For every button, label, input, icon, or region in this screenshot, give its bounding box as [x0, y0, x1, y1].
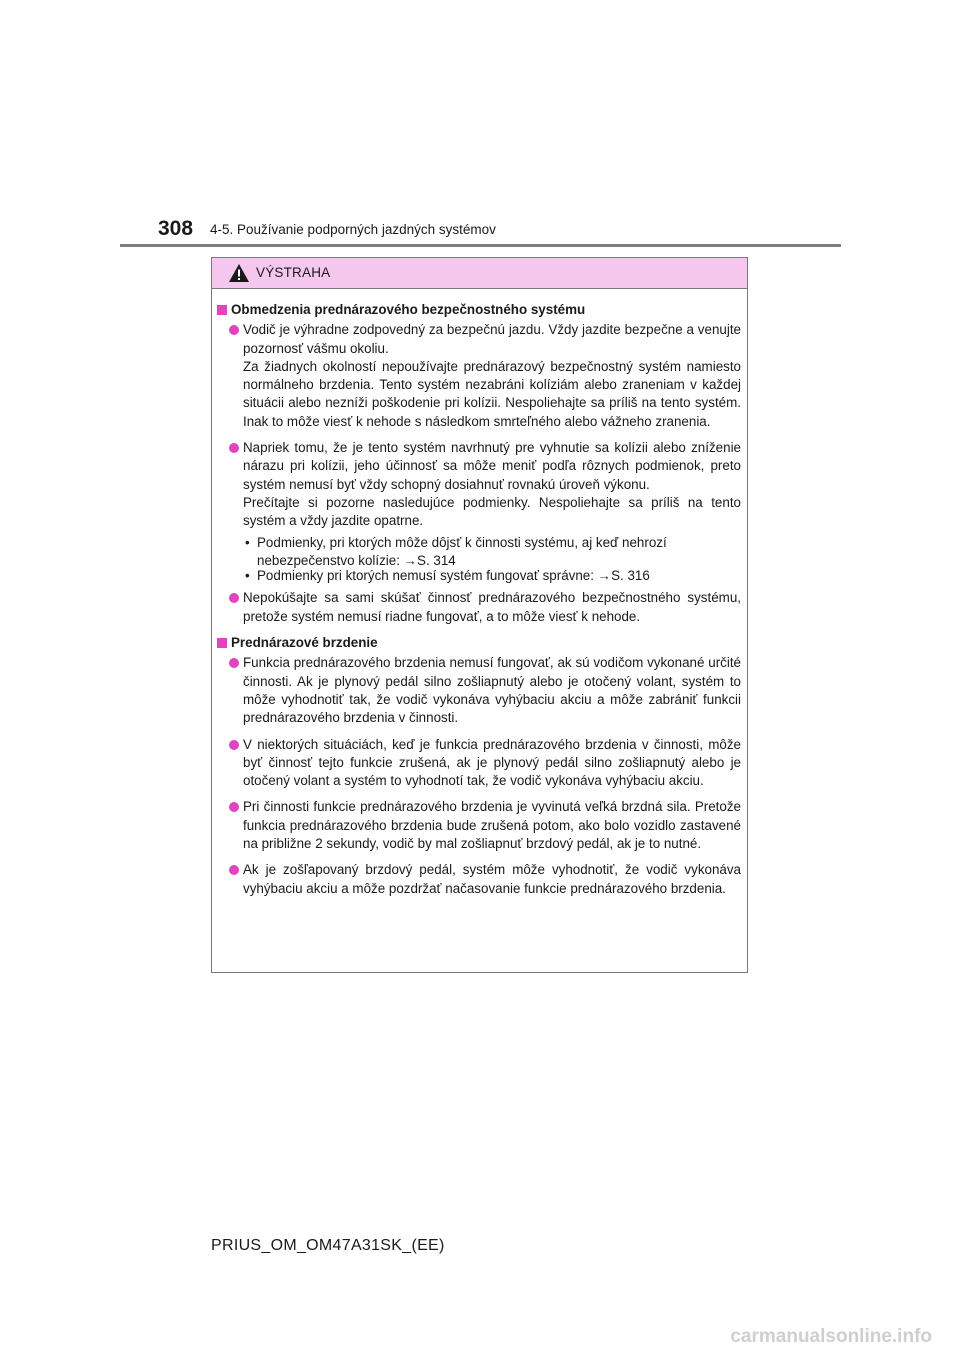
bullet-dot-icon [229, 443, 239, 453]
item-paragraph: Funkcia prednárazového brzdenia nemusí fungovať, ak sú vodičom vykonané určité činnosti. Ak je plynový pedál silno zošliapnutý alebo je otočený volant, systém to môže vyhodnotiť tak, že vodič vykonáva vyhýbaciu akciu a môže zabrániť funkcii prednárazového brzdenia v činnosti. [243, 655, 741, 726]
sub-bullet-item [217, 567, 741, 585]
bullet-point-icon: • [245, 568, 250, 584]
bullet-dot-icon [229, 802, 239, 812]
bullet-dot-icon [229, 865, 239, 875]
bullet-dot-icon [229, 658, 239, 668]
section-title: 4-5. Používanie podporných jazdných systémov [210, 222, 496, 237]
sub-bullet-list [217, 534, 741, 586]
warning-triangle-icon [228, 263, 250, 283]
bullet-point-icon: • [245, 534, 250, 550]
sub-bullet-item [217, 534, 741, 571]
item-paragraph: Napriek tomu, že je tento systém navrhnutý pre vyhnutie sa kolízii alebo zníženie nárazu pri kolízii, jeho účinnosť sa môže meniť podľa rôznych podmienok, preto systém nemusí byť vždy schopný dosiahnuť rovnakú úroveň výkonu. [243, 440, 741, 492]
warning-item [217, 861, 741, 898]
warning-item [217, 798, 741, 853]
sub-bullet-text: Podmienky pri ktorých nemusí systém fungovať správne: →S. 316 [257, 568, 650, 584]
watermark: carmanualsonline.info [730, 1326, 932, 1347]
section-heading: Prednárazové brzdenie [217, 634, 741, 652]
warning-item [217, 321, 741, 431]
item-paragraph: V niektorých situáciách, keď je funkcia prednárazového brzdenia v činnosti, môže byť činnosť tejto funkcie zrušená, ak je plynový pedál silno zošliapnutý alebo je otočený volant a systém to vyhodnotí tak, že vodič vykonáva vyhýbaciu akciu. [243, 736, 741, 789]
item-paragraph: Nepokúšajte sa sami skúšať činnosť prednárazového bezpečnostného systému, pretože systém nemusí riadne fungovať, a to môže viesť k nehode. [243, 590, 741, 624]
item-paragraph: Pri činnosti funkcie prednárazového brzdenia je vyvinutá veľká brzdná sila. Pretože funkcia prednárazového brzdenia bude zrušená potom, ako bolo vozidlo zastavené na približne 2 sekundy, vodič by mal zošliapnuť brzdový pedál, ak je to nutné. [243, 799, 741, 852]
section-heading: Obmedzenia prednárazového bezpečnostného systému [217, 301, 741, 319]
item-paragraph: Vodič je výhradne zodpovedný za bezpečnú jazdu. Vždy jazdite bezpečne a venujte pozornosť vášmu okoliu. [243, 322, 741, 356]
warning-header [212, 258, 747, 289]
document-code: PRIUS_OM_OM47A31SK_(EE) [211, 1237, 445, 1254]
header-rule [120, 244, 841, 247]
page-number: 308 [158, 217, 194, 240]
warning-item [217, 654, 741, 727]
bullet-dot-icon [229, 593, 239, 603]
item-paragraph: Za žiadnych okolností nepoužívajte prednárazový bezpečnostný systém namiesto normálneho brzdenia. Tento systém nezabráni kolíziám alebo zraneniam v každej situácii alebo nezníži poškodenie pri kolízii. Nespoliehajte sa príliš na tento systém. Inak to môže viesť k nehode s následkom smrteľného alebo vážneho zranenia. [243, 358, 741, 429]
bullet-dot-icon [229, 740, 239, 750]
bullet-dot-icon [229, 325, 239, 335]
warning-item [217, 736, 741, 791]
item-paragraph: Prečítajte si pozorne nasledujúce podmienky. Nespoliehajte sa príliš na tento systém a vždy jazdite opatrne. [243, 494, 741, 529]
sub-bullet-text: Podmienky, pri ktorých môže dôjsť k činnosti systému, aj keď nehrozí nebezpečenstvo kolízie: →S. 314 [257, 534, 667, 568]
warning-item [217, 589, 741, 626]
warning-box [211, 257, 748, 973]
item-paragraph: Ak je zošľapovaný brzdový pedál, systém môže vyhodnotiť, že vodič vykonáva vyhýbaciu akciu a môže pozdržať načasovanie funkcie prednárazového brzdenia. [243, 862, 741, 896]
warning-title: VÝSTRAHA [256, 265, 331, 280]
warning-body [212, 289, 747, 898]
warning-item [217, 439, 741, 530]
